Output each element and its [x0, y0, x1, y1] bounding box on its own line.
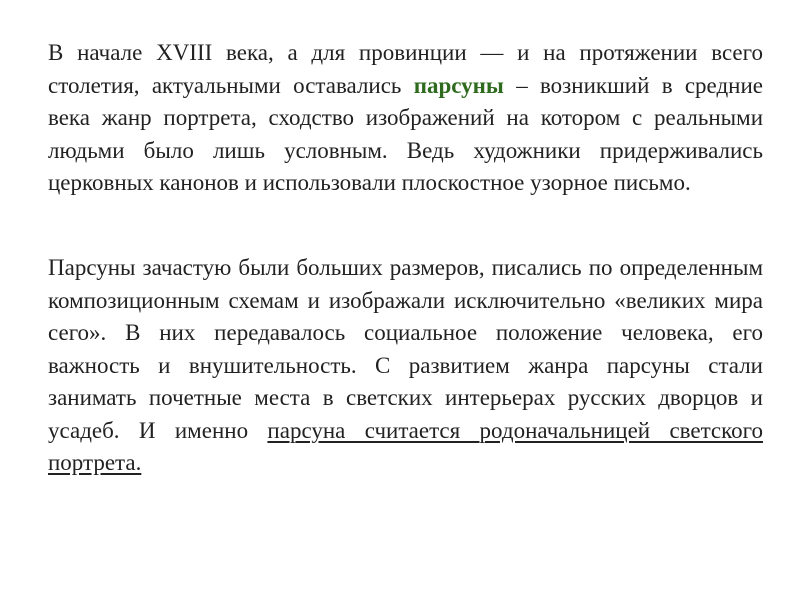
- paragraph-1-rest: – возникший в средние века жанр портрета, сходство изображений на котором с реальными людьми было лишь условным. Ведь художники придерживались церковных канонов и использовали плоскостное узорное письмо.: [48, 72, 763, 195]
- highlighted-term: парсуны: [413, 72, 504, 98]
- paragraph-1-intro: В начале XVIII века, а для провинции — и на протяжении всего столетия, актуальными оставались: [48, 40, 763, 98]
- paragraph-2-main: Парсуны зачастую были больших размеров, писались по определенным композиционным схемам и изображали исключительно «великих мира сего». В них передавалось социальное положение человека, его важность и внушительность. С развитием жанра парсуны стали занимать почетные места в светских интерьерах русских дворцов и усадеб. И именно: [48, 255, 763, 443]
- paragraph-2: [48, 252, 763, 480]
- underlined-conclusion: парсуна считается родоначальницей светского портрета.: [48, 417, 763, 475]
- paragraph-1: [48, 37, 763, 200]
